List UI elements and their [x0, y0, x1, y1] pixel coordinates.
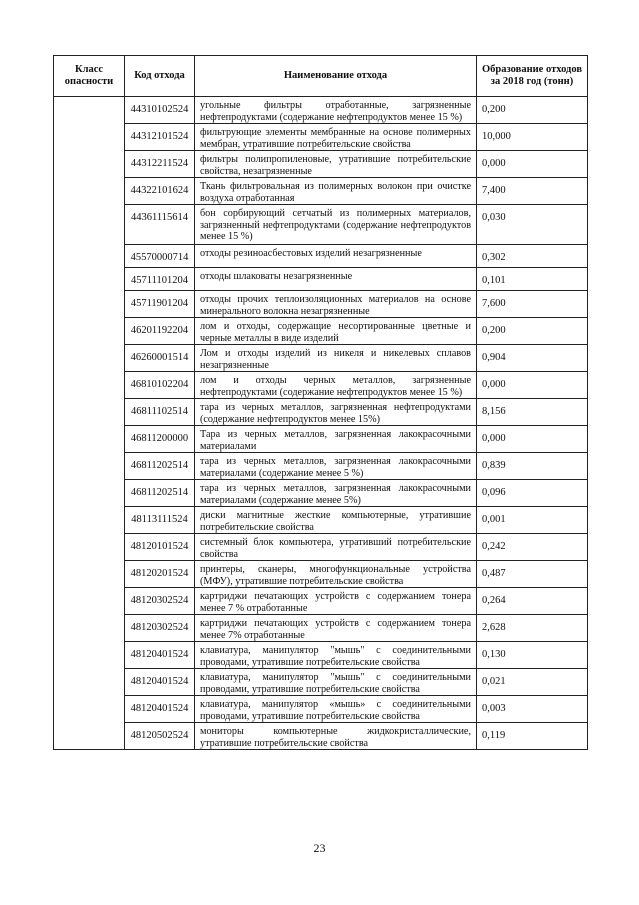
waste-amount-cell: 7,400: [477, 178, 588, 205]
table-row: [54, 245, 588, 268]
waste-amount-cell: 2,628: [477, 615, 588, 642]
waste-name-cell: [195, 453, 477, 480]
waste-name-text: лом и отходы черных металлов, загрязненные нефтепродуктами (содержание нефтепродуктов менее 15 %): [200, 375, 471, 398]
waste-name-cell: [195, 507, 477, 534]
waste-code-cell: 46260001514: [125, 345, 195, 372]
waste-code-cell: 48120201524: [125, 561, 195, 588]
table-row: [54, 426, 588, 453]
waste-name-text: лом и отходы, содержащие несортированные цветные и черные металлы в виде изделий: [200, 321, 471, 344]
waste-name-cell: [195, 318, 477, 345]
table-row: [54, 124, 588, 151]
waste-name-text: фильтры полипропиленовые, утратившие потребительские свойства, незагрязненные: [200, 154, 471, 177]
waste-name-cell: [195, 615, 477, 642]
waste-code-cell: 45711101204: [125, 268, 195, 291]
waste-amount-cell: 0,030: [477, 205, 588, 245]
waste-amount-cell: 0,242: [477, 534, 588, 561]
waste-amount-cell: 0,003: [477, 696, 588, 723]
waste-amount-cell: 0,904: [477, 345, 588, 372]
header-waste-name: Наименование отхода: [195, 56, 477, 97]
waste-name-cell: [195, 291, 477, 318]
waste-name-cell: [195, 268, 477, 291]
table-header-row: [54, 56, 588, 97]
waste-name-text: клавиатура, манипулятор "мышь" с соединительными проводами, утратившие потребительские свойства: [200, 672, 471, 695]
waste-code-cell: 46810102204: [125, 372, 195, 399]
waste-name-text: картриджи печатающих устройств с содержанием тонера менее 7 % отработанные: [200, 591, 471, 614]
waste-name-cell: [195, 588, 477, 615]
hazard-class-cell: [54, 97, 125, 750]
table-row: [54, 399, 588, 426]
table-row: [54, 97, 588, 124]
waste-name-text: мониторы компьютерные жидкокристаллические, утратившие потребительские свойства: [200, 726, 471, 749]
table-row: [54, 534, 588, 561]
waste-name-text: Ткань фильтровальная из полимерных волокон при очистке воздуха отработанная: [200, 181, 471, 204]
waste-name-cell: [195, 534, 477, 561]
waste-code-cell: 48120502524: [125, 723, 195, 750]
table-row: [54, 696, 588, 723]
waste-name-text: клавиатура, манипулятор "мышь" с соединительными проводами, утратившие потребительские свойства: [200, 645, 471, 668]
waste-name-cell: [195, 426, 477, 453]
waste-code-cell: 44312101524: [125, 124, 195, 151]
waste-code-cell: 48120302524: [125, 615, 195, 642]
waste-name-text: Тара из черных металлов, загрязненная лакокрасочными материалами: [200, 429, 471, 452]
waste-name-text: бон сорбирующий сетчатый из полимерных материалов, загрязненный нефтепродуктами (содержание нефтепродуктов менее 15 %): [200, 208, 471, 242]
waste-amount-cell: 0,200: [477, 318, 588, 345]
waste-name-text: системный блок компьютера, утративший потребительские свойства: [200, 537, 471, 560]
table-row: [54, 480, 588, 507]
waste-name-cell: [195, 561, 477, 588]
table-row: [54, 178, 588, 205]
waste-name-text: угольные фильтры отработанные, загрязненные нефтепродуктами (содержание нефтепродуктов менее 15 %): [200, 100, 471, 123]
waste-amount-cell: 0,096: [477, 480, 588, 507]
waste-code-cell: 48113111524: [125, 507, 195, 534]
table-row: [54, 669, 588, 696]
table-row: [54, 723, 588, 750]
header-waste-amount: Образование отходов за 2018 год (тонн): [477, 56, 588, 97]
waste-amount-cell: 0,021: [477, 669, 588, 696]
table-row: [54, 318, 588, 345]
waste-amount-cell: 0,000: [477, 151, 588, 178]
waste-code-cell: 45711901204: [125, 291, 195, 318]
header-hazard-class: Класс опасности: [54, 56, 125, 97]
waste-amount-cell: 0,200: [477, 97, 588, 124]
waste-name-cell: [195, 178, 477, 205]
waste-name-cell: [195, 245, 477, 268]
waste-amount-cell: 0,839: [477, 453, 588, 480]
page-number: 23: [313, 841, 326, 855]
waste-code-cell: 48120401524: [125, 696, 195, 723]
header-waste-code: Код отхода: [125, 56, 195, 97]
waste-amount-cell: 0,487: [477, 561, 588, 588]
waste-name-cell: [195, 399, 477, 426]
table-row: [54, 615, 588, 642]
waste-amount-cell: 0,130: [477, 642, 588, 669]
waste-code-cell: 48120101524: [125, 534, 195, 561]
waste-code-cell: 46811200000: [125, 426, 195, 453]
waste-code-cell: 46811102514: [125, 399, 195, 426]
table-row: [54, 291, 588, 318]
table-body: [54, 97, 588, 750]
waste-name-text: отходы резиноасбестовых изделий незагрязненные: [200, 248, 422, 259]
waste-name-cell: [195, 345, 477, 372]
waste-name-cell: [195, 151, 477, 178]
waste-code-cell: 44312211524: [125, 151, 195, 178]
waste-name-text: картриджи печатающих устройств с содержанием тонера менее 7% отработанные: [200, 618, 471, 641]
waste-name-cell: [195, 696, 477, 723]
waste-code-cell: 46811202514: [125, 480, 195, 507]
waste-name-text: диски магнитные жесткие компьютерные, утратившие потребительские свойства: [200, 510, 471, 533]
table-row: [54, 151, 588, 178]
waste-name-cell: [195, 642, 477, 669]
waste-name-cell: [195, 669, 477, 696]
table-row: [54, 205, 588, 245]
waste-name-text: тара из черных металлов, загрязненная лакокрасочными материалами (содержание менее 5%): [200, 483, 471, 506]
table-row: [54, 561, 588, 588]
waste-code-cell: 44322101624: [125, 178, 195, 205]
table-row: [54, 507, 588, 534]
waste-name-cell: [195, 124, 477, 151]
waste-name-cell: [195, 205, 477, 245]
waste-code-cell: 48120401524: [125, 669, 195, 696]
waste-code-cell: 44361115614: [125, 205, 195, 245]
table-row: [54, 453, 588, 480]
waste-name-text: принтеры, сканеры, многофункциональные устройства (МФУ), утратившие потребительские свойства: [200, 564, 471, 587]
waste-code-cell: 46811202514: [125, 453, 195, 480]
waste-name-cell: [195, 723, 477, 750]
waste-amount-cell: 0,001: [477, 507, 588, 534]
waste-code-cell: 44310102524: [125, 97, 195, 124]
waste-name-text: отходы прочих теплоизоляционных материалов на основе минерального волокна незагрязненные: [200, 294, 471, 317]
table-row: [54, 588, 588, 615]
waste-name-text: фильтрующие элементы мембранные на основе полимерных мембран, утратившие потребительские свойства: [200, 127, 471, 150]
waste-amount-cell: 0,101: [477, 268, 588, 291]
waste-amount-cell: 7,600: [477, 291, 588, 318]
waste-code-cell: 46201192204: [125, 318, 195, 345]
waste-code-cell: 48120401524: [125, 642, 195, 669]
waste-code-cell: 48120302524: [125, 588, 195, 615]
waste-code-cell: 45570000714: [125, 245, 195, 268]
waste-amount-cell: 0,264: [477, 588, 588, 615]
waste-amount-cell: 8,156: [477, 399, 588, 426]
waste-name-text: тара из черных металлов, загрязненная нефтепродуктами (содержание нефтепродуктов менее 15%): [200, 402, 471, 425]
waste-name-text: клавиатура, манипулятор «мышь» с соединительными проводами, утратившие потребительские свойства: [200, 699, 471, 722]
waste-amount-cell: 0,302: [477, 245, 588, 268]
waste-amount-cell: 10,000: [477, 124, 588, 151]
waste-amount-cell: 0,000: [477, 426, 588, 453]
waste-name-cell: [195, 480, 477, 507]
table-row: [54, 642, 588, 669]
waste-name-cell: [195, 97, 477, 124]
waste-table: [53, 55, 588, 750]
waste-amount-cell: 0,119: [477, 723, 588, 750]
waste-name-text: отходы шлаковаты незагрязненные: [200, 271, 353, 282]
waste-name-cell: [195, 372, 477, 399]
waste-amount-cell: 0,000: [477, 372, 588, 399]
table-row: [54, 268, 588, 291]
table-row: [54, 345, 588, 372]
table-row: [54, 372, 588, 399]
waste-name-text: тара из черных металлов, загрязненная лакокрасочными материалами (содержание менее 5 %): [200, 456, 471, 479]
waste-name-text: Лом и отходы изделий из никеля и никелевых сплавов незагрязненные: [200, 348, 471, 371]
